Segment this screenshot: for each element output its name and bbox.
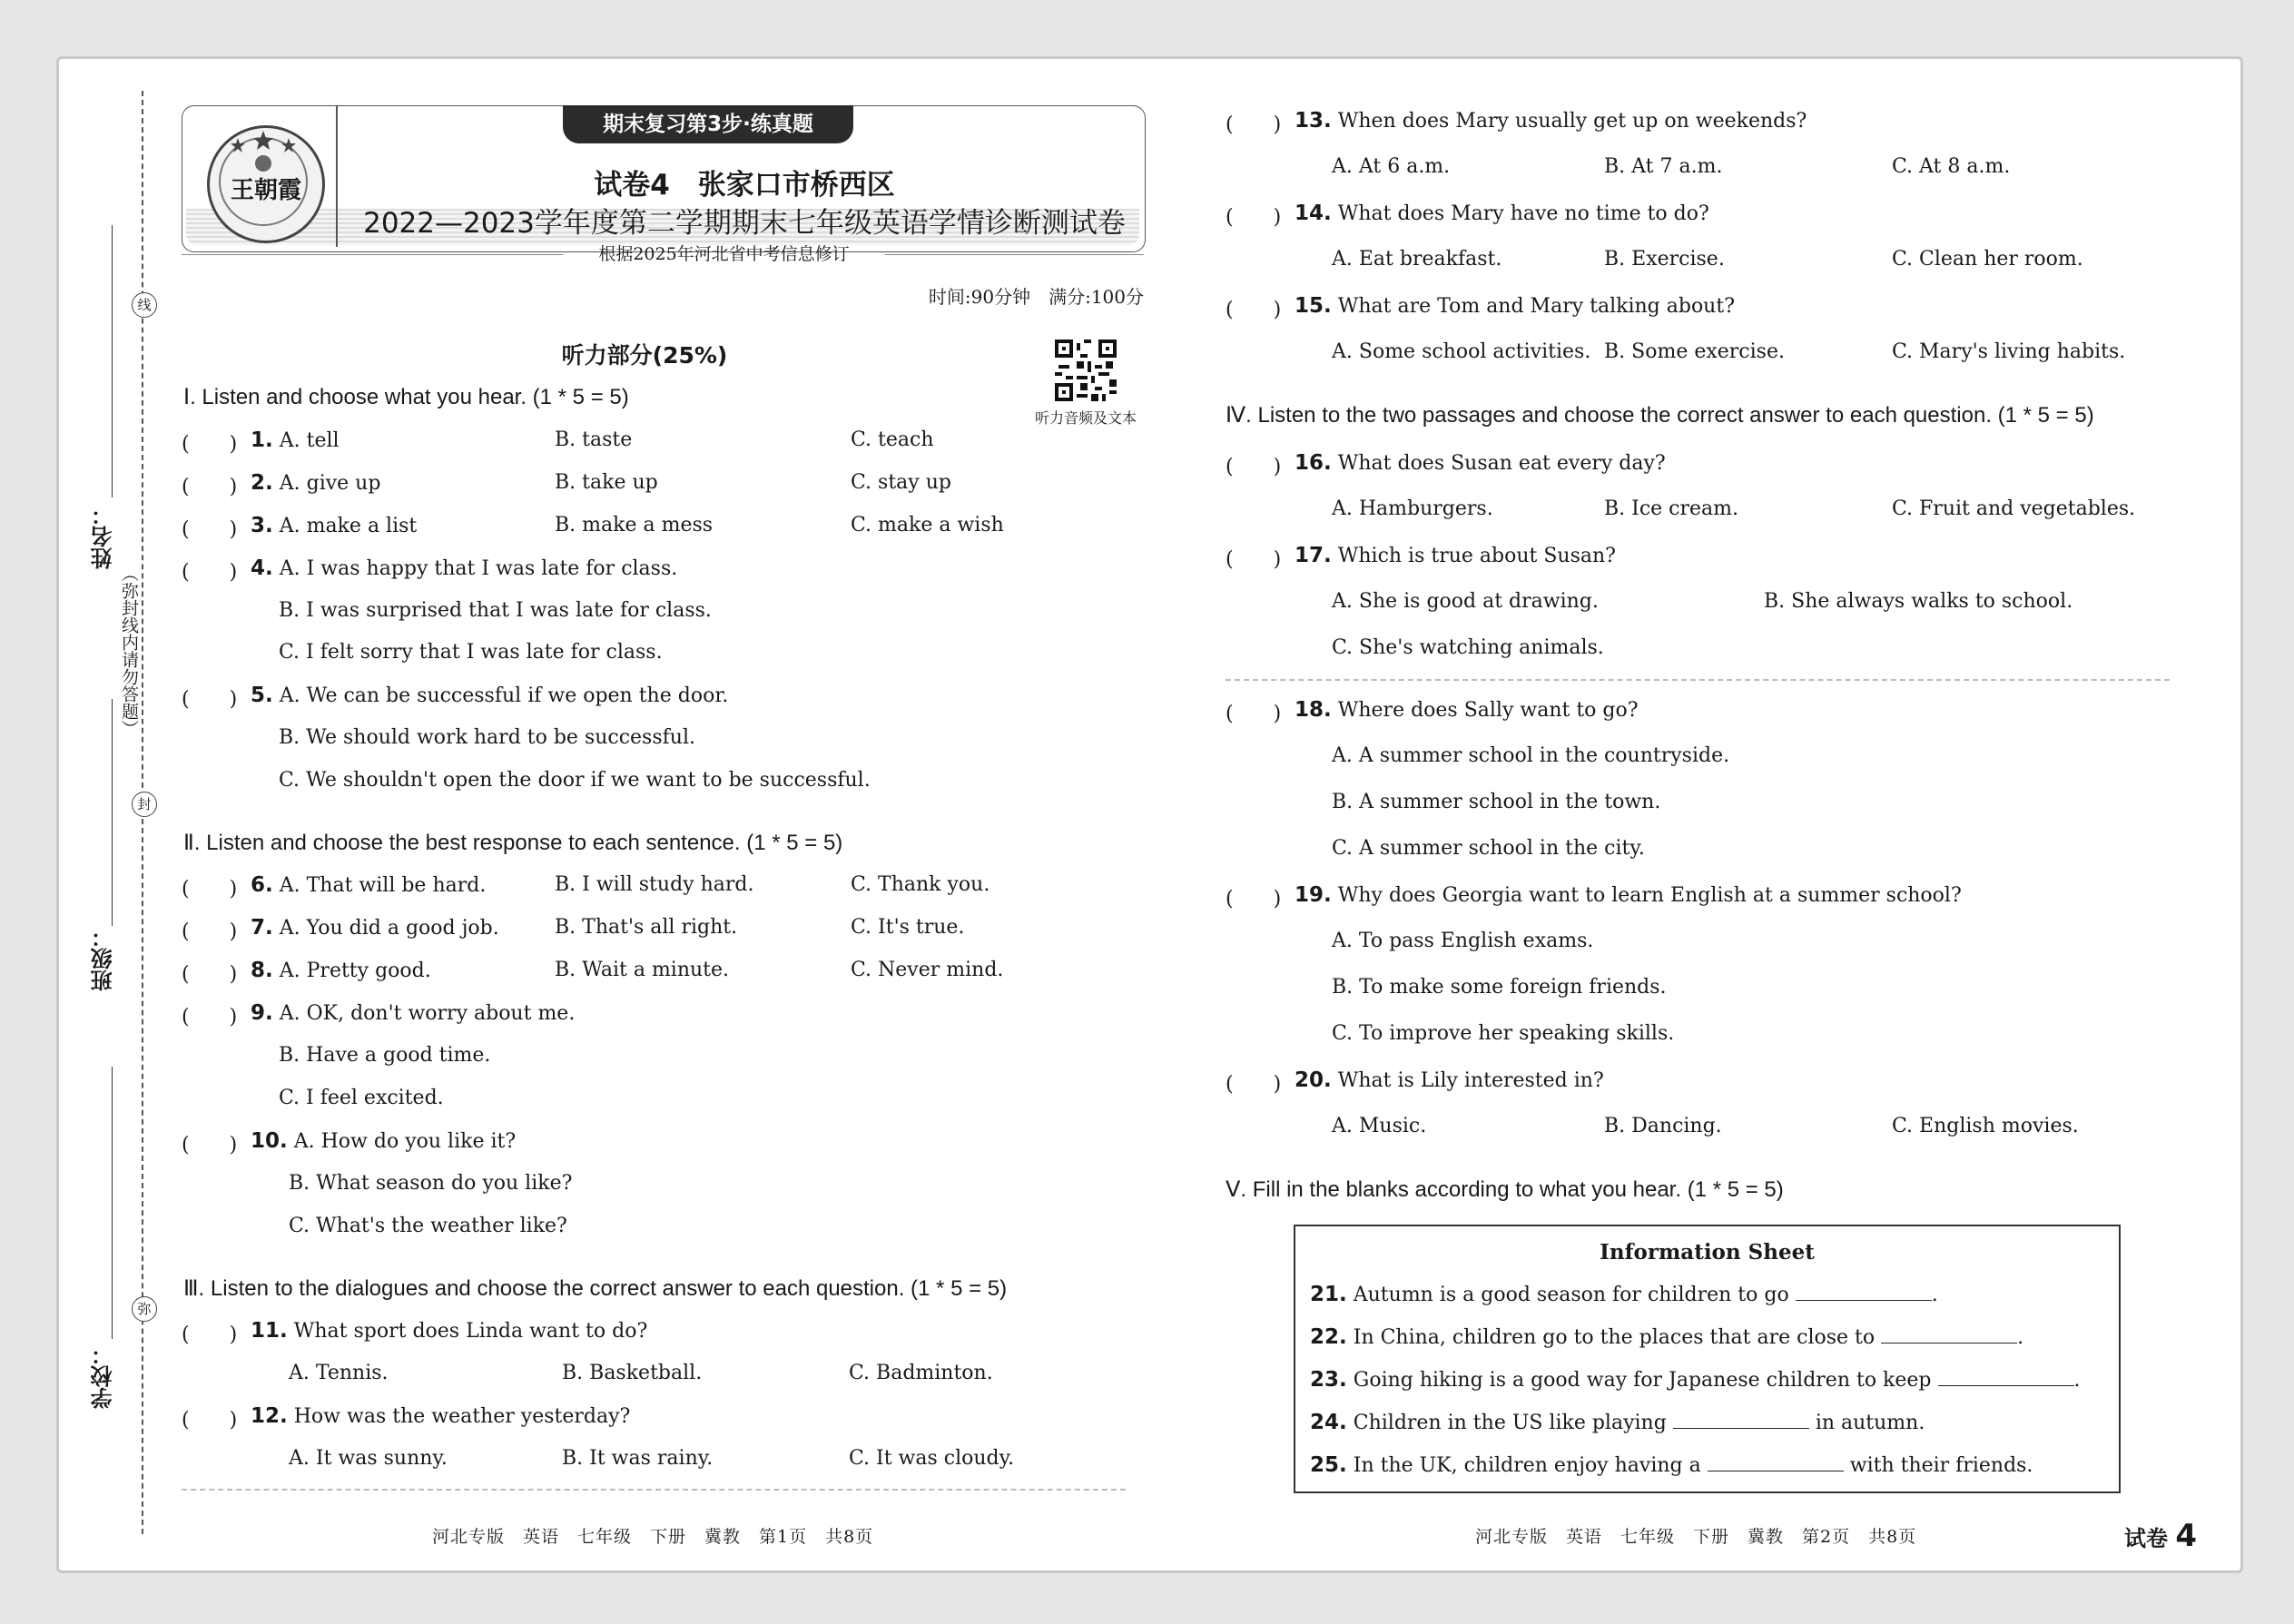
q18-opt-c: C. A summer school in the city. [1332,837,1645,860]
q3-opt-c: C. make a wish [851,514,1004,536]
q12-opt-b: B. It was rainy. [562,1447,714,1470]
answer-paren-3[interactable]: ( ) [182,518,238,541]
q1-opt-b: B. taste [555,428,633,451]
q16-opt-b: B. Ice cream. [1604,497,1739,520]
q25-blank[interactable] [1708,1454,1844,1471]
q1 [251,428,340,452]
q7-opt-a: A. You did a good job. [279,917,499,940]
q12-opt-c: C. It was cloudy. [849,1447,1015,1470]
left-bottom-divider [182,1489,1126,1491]
q9-opt-b: B. Have a good time. [279,1044,491,1067]
qr-code-icon [1055,340,1117,401]
q1-num: 1. [251,428,273,452]
q8 [251,959,431,982]
q23-num: 23. [1310,1368,1347,1392]
q15 [1295,294,1735,318]
q17-opt-b: B. She always walks to school. [1764,590,2073,613]
section-1-heading: Ⅰ. Listen and choose what you hear. (1 * 5 = 5) [183,385,629,409]
section-3-heading: Ⅲ. Listen to the dialogues and choose the correct answer to each question. (1 * 5 = 5) [183,1276,1008,1301]
q11-opt-c: C. Badminton. [849,1362,993,1384]
q5 [251,684,728,707]
q13-opt-c: C. At 8 a.m. [1892,155,2011,178]
q12-text: How was the weather yesterday? [293,1405,631,1428]
answer-paren-4[interactable]: ( ) [182,561,238,584]
q15-opt-c: C. Mary's living habits. [1892,340,2126,363]
footer-right: 河北专版 英语 七年级 下册 冀教 第2页 共8页 [1475,1527,1917,1547]
answer-paren-11[interactable]: ( ) [182,1324,238,1346]
binding-notice: （弥封线内请勿答题） [119,565,139,737]
answer-paren-19[interactable]: ( ) [1226,888,1282,910]
subtitle-rule-left [182,254,563,255]
q21-before: Autumn is a good season for children to go [1353,1284,1789,1306]
q4-opt-b: B. I was surprised that I was late for class. [279,599,712,622]
q23-after: . [2073,1369,2081,1392]
class-label: 班级： [91,926,116,991]
q15-num: 15. [1295,294,1332,318]
answer-paren-5[interactable]: ( ) [182,688,238,711]
q22-num: 22. [1310,1325,1347,1349]
q11-opt-a: A. Tennis. [289,1362,389,1384]
q16-num: 16. [1295,451,1332,475]
section-5-heading: Ⅴ. Fill in the blanks according to what you hear. (1 * 5 = 5) [1226,1177,1784,1202]
q2-num: 2. [251,471,273,495]
answer-paren-16[interactable]: ( ) [1226,456,1282,478]
header-divider [336,105,338,247]
q10 [251,1129,516,1153]
q22-after: . [2017,1326,2024,1349]
answer-paren-2[interactable]: ( ) [182,476,238,498]
q1-opt-c: C. teach [851,428,934,451]
q11 [251,1319,647,1343]
title-line1: 试卷4 张家口市桥西区 [594,169,895,202]
q19-num: 19. [1295,883,1332,907]
title-line2: 2022—2023学年度第二学期期末七年级英语学情诊断测试卷 [363,207,1126,240]
q6-num: 6. [251,873,273,897]
info-item-21 [1310,1283,1938,1306]
binding-char-line: 线 [132,292,157,318]
q24-before: Children in the US like playing [1353,1412,1667,1434]
school-underline [112,1067,113,1339]
q12-opt-a: A. It was sunny. [289,1447,448,1470]
q4-num: 4. [251,556,273,580]
q23-blank[interactable] [1938,1369,2074,1386]
q21-after: . [1931,1284,1938,1306]
info-item-24 [1310,1411,1925,1434]
q20-opt-b: B. Dancing. [1604,1115,1722,1137]
q11-num: 11. [251,1319,288,1343]
q14-opt-a: A. Eat breakfast. [1332,248,1502,271]
answer-paren-8[interactable]: ( ) [182,963,238,986]
q10-opt-a: A. How do you like it? [293,1130,517,1153]
q7 [251,916,499,940]
answer-paren-17[interactable]: ( ) [1226,548,1282,571]
q7-opt-b: B. That's all right. [555,916,738,939]
q20-num: 20. [1295,1068,1332,1092]
answer-paren-10[interactable]: ( ) [182,1134,238,1156]
q18-text: Where does Sally want to go? [1337,699,1639,722]
q11-opt-b: B. Basketball. [562,1362,703,1384]
logo-emblem [207,125,325,243]
q12-num: 12. [251,1404,288,1428]
subtitle-rule-right [885,254,1144,255]
q24-num: 24. [1310,1411,1347,1434]
q9-opt-a: A. OK, don't worry about me. [279,1002,576,1025]
q22-blank[interactable] [1881,1326,2017,1343]
answer-paren-20[interactable]: ( ) [1226,1073,1282,1096]
q25-before: In the UK, children enjoy having a [1353,1454,1701,1477]
paper-number: 4 [2175,1518,2198,1554]
q8-opt-b: B. Wait a minute. [555,959,730,981]
q17-opt-c: C. She's watching animals. [1332,636,1604,659]
q8-opt-c: C. Never mind. [851,959,1004,981]
q10-opt-b: B. What season do you like? [289,1172,573,1195]
class-underline [112,699,113,926]
q23-before: Going hiking is a good way for Japanese children to keep [1353,1369,1932,1392]
q16 [1295,451,1666,475]
q17-opt-a: A. She is good at drawing. [1332,590,1599,613]
q6-opt-a: A. That will be hard. [279,874,487,897]
q18 [1295,698,1639,722]
q6-opt-b: B. I will study hard. [555,873,754,896]
q13 [1295,109,1807,133]
q7-num: 7. [251,916,273,940]
q14 [1295,202,1709,225]
q5-opt-a: A. We can be successful if we open the door. [279,684,729,707]
q15-text: What are Tom and Mary talking about? [1337,295,1735,318]
q17-num: 17. [1295,544,1332,567]
answer-paren-18[interactable]: ( ) [1226,703,1282,725]
q14-num: 14. [1295,202,1332,225]
q2-opt-b: B. take up [555,471,658,494]
school-label: 学校： [91,1343,116,1409]
qr-code[interactable] [1055,340,1117,401]
q19-opt-b: B. To make some foreign friends. [1332,976,1667,999]
q20-opt-a: A. Music. [1332,1115,1427,1137]
name-label: 姓名： [91,504,116,569]
q6 [251,873,486,897]
q14-text: What does Mary have no time to do? [1337,202,1709,225]
logo-name: 王朝霞 [230,177,301,204]
answer-paren-15[interactable]: ( ) [1226,299,1282,321]
q9-opt-c: C. I feel excited. [279,1087,444,1109]
q14-opt-c: C. Clean her room. [1892,248,2083,271]
q12 [251,1404,630,1428]
listening-title: 听力部分(25%) [561,342,728,369]
q18-opt-b: B. A summer school in the town. [1332,791,1661,813]
passage-divider [1226,679,2170,681]
q24-blank[interactable] [1673,1412,1809,1429]
q20 [1295,1068,1604,1092]
q24-after: in autumn. [1815,1412,1925,1434]
answer-paren-6[interactable]: ( ) [182,878,238,901]
info-sheet-title: Information Sheet [1600,1240,1815,1265]
section-2-heading: Ⅱ. Listen and choose the best response to each sentence. (1 * 5 = 5) [183,831,843,855]
q20-opt-c: C. English movies. [1892,1115,2079,1137]
q10-num: 10. [251,1129,288,1153]
q21-blank[interactable] [1796,1284,1932,1301]
section-4-heading: Ⅳ. Listen to the two passages and choose the correct answer to each question. (1 * 5 = 5) [1226,403,2094,428]
q9-num: 9. [251,1001,273,1025]
q4-opt-a: A. I was happy that I was late for class. [279,557,678,580]
answer-paren-7[interactable]: ( ) [182,920,238,943]
answer-paren-1[interactable]: ( ) [182,433,238,456]
header-banner: 期末复习第3步·练真题 [563,105,853,143]
binding-char-seal2: 弥 [132,1296,157,1322]
q19-text: Why does Georgia want to learn English at a summer school? [1337,884,1962,907]
q22-before: In China, children go to the places that are close to [1353,1326,1876,1349]
info-item-25 [1310,1453,2033,1477]
q15-opt-a: A. Some school activities. [1332,340,1591,363]
q4-opt-c: C. I felt sorry that I was late for class. [279,641,663,664]
q19-opt-a: A. To pass English exams. [1332,930,1594,952]
q17 [1295,544,1616,567]
q3-opt-b: B. make a mess [555,514,714,536]
q19-opt-c: C. To improve her speaking skills. [1332,1022,1675,1045]
header-subtitle: 根据2025年河北省中考信息修订 [598,244,850,264]
q16-opt-c: C. Fruit and vegetables. [1892,497,2136,520]
q11-text: What sport does Linda want to do? [293,1320,648,1343]
q3 [251,514,417,537]
answer-paren-9[interactable]: ( ) [182,1006,238,1029]
q13-text: When does Mary usually get up on weekends? [1337,110,1807,133]
q15-opt-b: B. Some exercise. [1604,340,1785,363]
paper-label [2124,1518,2197,1554]
name-underline [112,225,113,497]
q14-opt-b: B. Exercise. [1604,248,1725,271]
q1-opt-a: A. tell [279,429,340,452]
q18-opt-a: A. A summer school in the countryside. [1332,744,1730,767]
q5-opt-c: C. We shouldn't open the door if we want to be successful. [279,769,871,792]
q7-opt-c: C. It's true. [851,916,965,939]
answer-paren-14[interactable]: ( ) [1226,206,1282,229]
time-info: 时间:90分钟 满分:100分 [928,286,1144,308]
paper-label-text: 试卷 [2124,1526,2168,1551]
info-item-22 [1310,1325,2023,1349]
q2-opt-a: A. give up [279,472,381,495]
info-item-23 [1310,1368,2081,1392]
q2 [251,471,380,495]
q2-opt-c: C. stay up [851,471,951,494]
q8-num: 8. [251,959,273,982]
q6-opt-c: C. Thank you. [851,873,990,896]
q10-opt-c: C. What's the weather like? [289,1215,567,1237]
q5-opt-b: B. We should work hard to be successful. [279,726,695,749]
q25-after: with their friends. [1849,1454,2033,1477]
q21-num: 21. [1310,1283,1347,1306]
answer-paren-12[interactable]: ( ) [182,1409,238,1432]
q18-num: 18. [1295,698,1332,722]
footer-left: 河北专版 英语 七年级 下册 冀教 第1页 共8页 [432,1527,874,1547]
q20-text: What is Lily interested in? [1337,1069,1604,1092]
q16-opt-a: A. Hamburgers. [1332,497,1493,520]
q3-num: 3. [251,514,273,537]
q13-opt-a: A. At 6 a.m. [1332,155,1451,178]
q17-text: Which is true about Susan? [1337,545,1616,567]
q9 [251,1001,575,1025]
q8-opt-a: A. Pretty good. [279,960,431,982]
q25-num: 25. [1310,1453,1347,1477]
q13-num: 13. [1295,109,1332,133]
qr-label: 听力音频及文本 [1034,409,1137,427]
answer-paren-13[interactable]: ( ) [1226,113,1282,136]
q19 [1295,883,1962,907]
q4 [251,556,677,580]
q3-opt-a: A. make a list [279,515,418,537]
q5-num: 5. [251,684,273,707]
binding-char-seal: 封 [132,792,157,817]
q16-text: What does Susan eat every day? [1337,452,1666,475]
q13-opt-b: B. At 7 a.m. [1604,155,1723,178]
